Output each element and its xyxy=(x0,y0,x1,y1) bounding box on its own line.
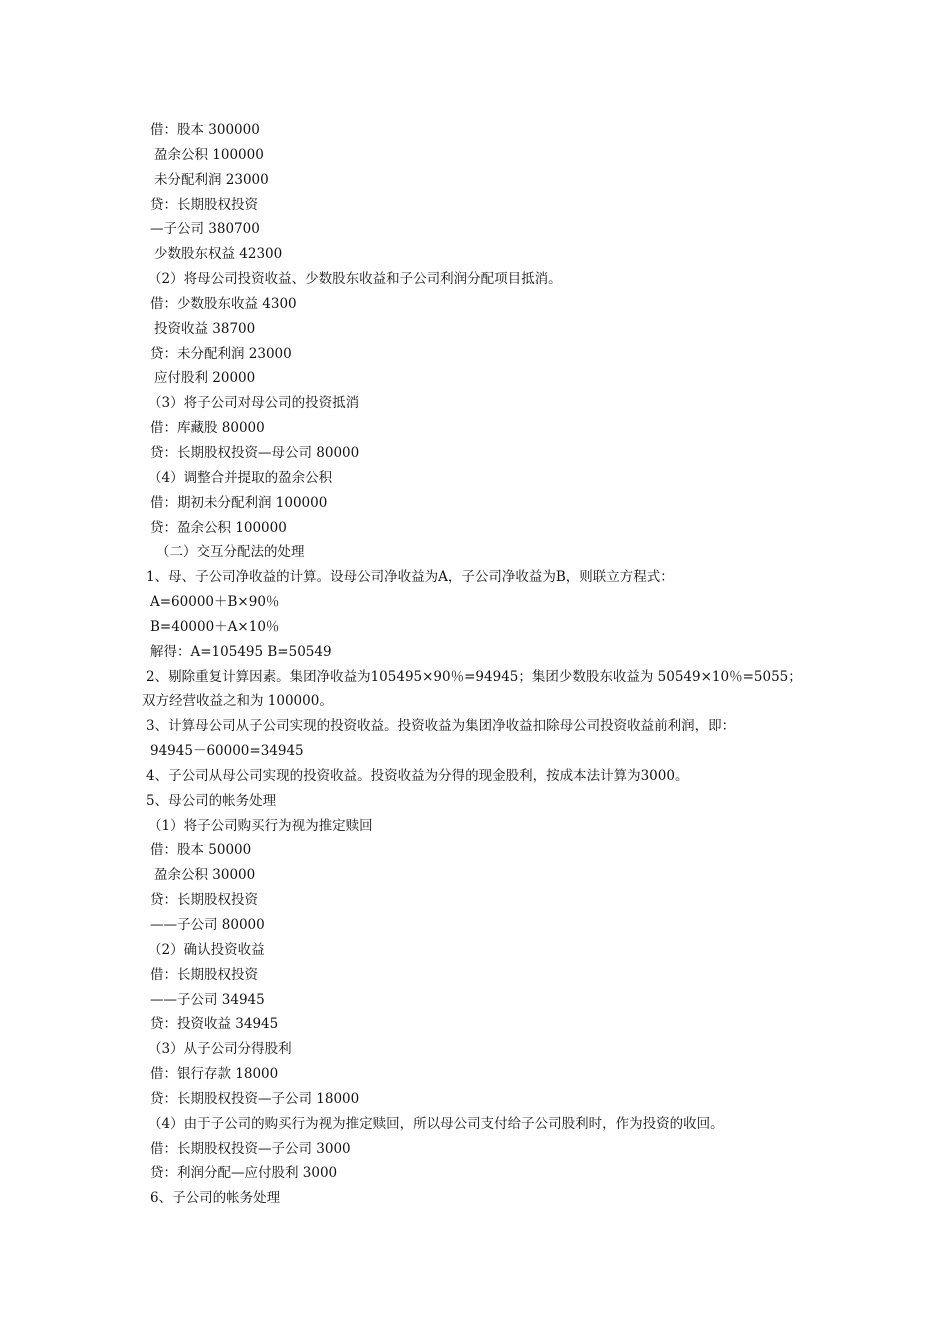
section-heading: 6、子公司的帐务处理 xyxy=(150,1190,281,1207)
text-line: （4）由于子公司的购买行为视为推定赎回，所以母公司支付给子公司股利时，作为投资的收回。 xyxy=(148,1115,724,1132)
text-line: ——子公司 34945 xyxy=(150,991,265,1008)
text-line: （2）确认投资收益 xyxy=(148,941,265,958)
text-line: （3）将子公司对母公司的投资抵消 xyxy=(148,395,360,412)
text-line: ——子公司 80000 xyxy=(150,917,265,933)
text-line: 贷：投资收益 34945 xyxy=(150,1016,279,1033)
text-line: 盈余公积 30000 xyxy=(154,867,256,884)
text-line: 借：银行存款 18000 xyxy=(150,1066,279,1083)
text-line: 盈余公积 100000 xyxy=(154,146,264,163)
text-line: （2）将母公司投资收益、少数股东收益和子公司利润分配项目抵消。 xyxy=(148,271,562,288)
text-line: 贷：长期股权投资—子公司 18000 xyxy=(150,1090,360,1107)
text-line: 应付股利 20000 xyxy=(154,370,256,387)
text-line: 少数股东权益 42300 xyxy=(154,246,283,263)
document-body xyxy=(142,118,926,1211)
text-line: （4）调整合并提取的盈余公积 xyxy=(148,469,333,486)
text-line: 3、计算母公司从子公司实现的投资收益。投资收益为集团净收益扣除母公司投资收益前利润，即： xyxy=(146,718,736,735)
text-line: 双方经营收益之和为 100000。 xyxy=(142,693,333,710)
text-line: 投资收益 38700 xyxy=(154,320,256,337)
text-line: 贷：长期股权投资 xyxy=(150,892,258,909)
section-heading: （二）交互分配法的处理 xyxy=(156,544,305,561)
text-line: 贷：长期股权投资 xyxy=(150,196,258,213)
text-line: 未分配利润 23000 xyxy=(154,171,269,188)
section-heading: 5、母公司的帐务处理 xyxy=(146,792,277,809)
equation-line: 94945－60000=34945 xyxy=(150,743,304,760)
equation-line: A=60000＋B×90％ xyxy=(150,594,280,611)
text-line: 1、母、子公司净收益的计算。设母公司净收益为A，子公司净收益为B，则联立方程式： xyxy=(146,569,674,586)
text-line: 借：期初未分配利润 100000 xyxy=(150,494,328,511)
text-line: 贷：长期股权投资—母公司 80000 xyxy=(150,444,360,461)
text-line: 4、子公司从母公司实现的投资收益。投资收益为分得的现金股利，按成本法计算为3000。 xyxy=(146,767,689,784)
text-line: 借：股本 300000 xyxy=(150,122,260,138)
text-line: 贷：利润分配—应付股利 3000 xyxy=(150,1165,338,1182)
text-line: 借：库藏股 80000 xyxy=(150,420,265,437)
text-line: 贷：未分配利润 23000 xyxy=(150,345,292,362)
text-line: 贷：盈余公积 100000 xyxy=(150,519,287,536)
text-line: （3）从子公司分得股利 xyxy=(148,1041,292,1058)
text-line: 2、剔除重复计算因素。集团净收益为105495×90％=94945；集团少数股东收益为 50549×10％=5055； xyxy=(146,668,802,685)
text-line: 借：长期股权投资 xyxy=(150,966,258,983)
text-line: 解得：A=105495 B=50549 xyxy=(150,643,332,660)
text-line: 借：少数股东收益 4300 xyxy=(150,295,297,312)
equation-line: B=40000＋A×10％ xyxy=(150,618,280,635)
text-line: 借：股本 50000 xyxy=(150,842,252,859)
text-line: —子公司 380700 xyxy=(150,221,260,238)
text-line: 借：长期股权投资—子公司 3000 xyxy=(150,1140,351,1157)
text-line: （1）将子公司购买行为视为推定赎回 xyxy=(148,817,373,834)
